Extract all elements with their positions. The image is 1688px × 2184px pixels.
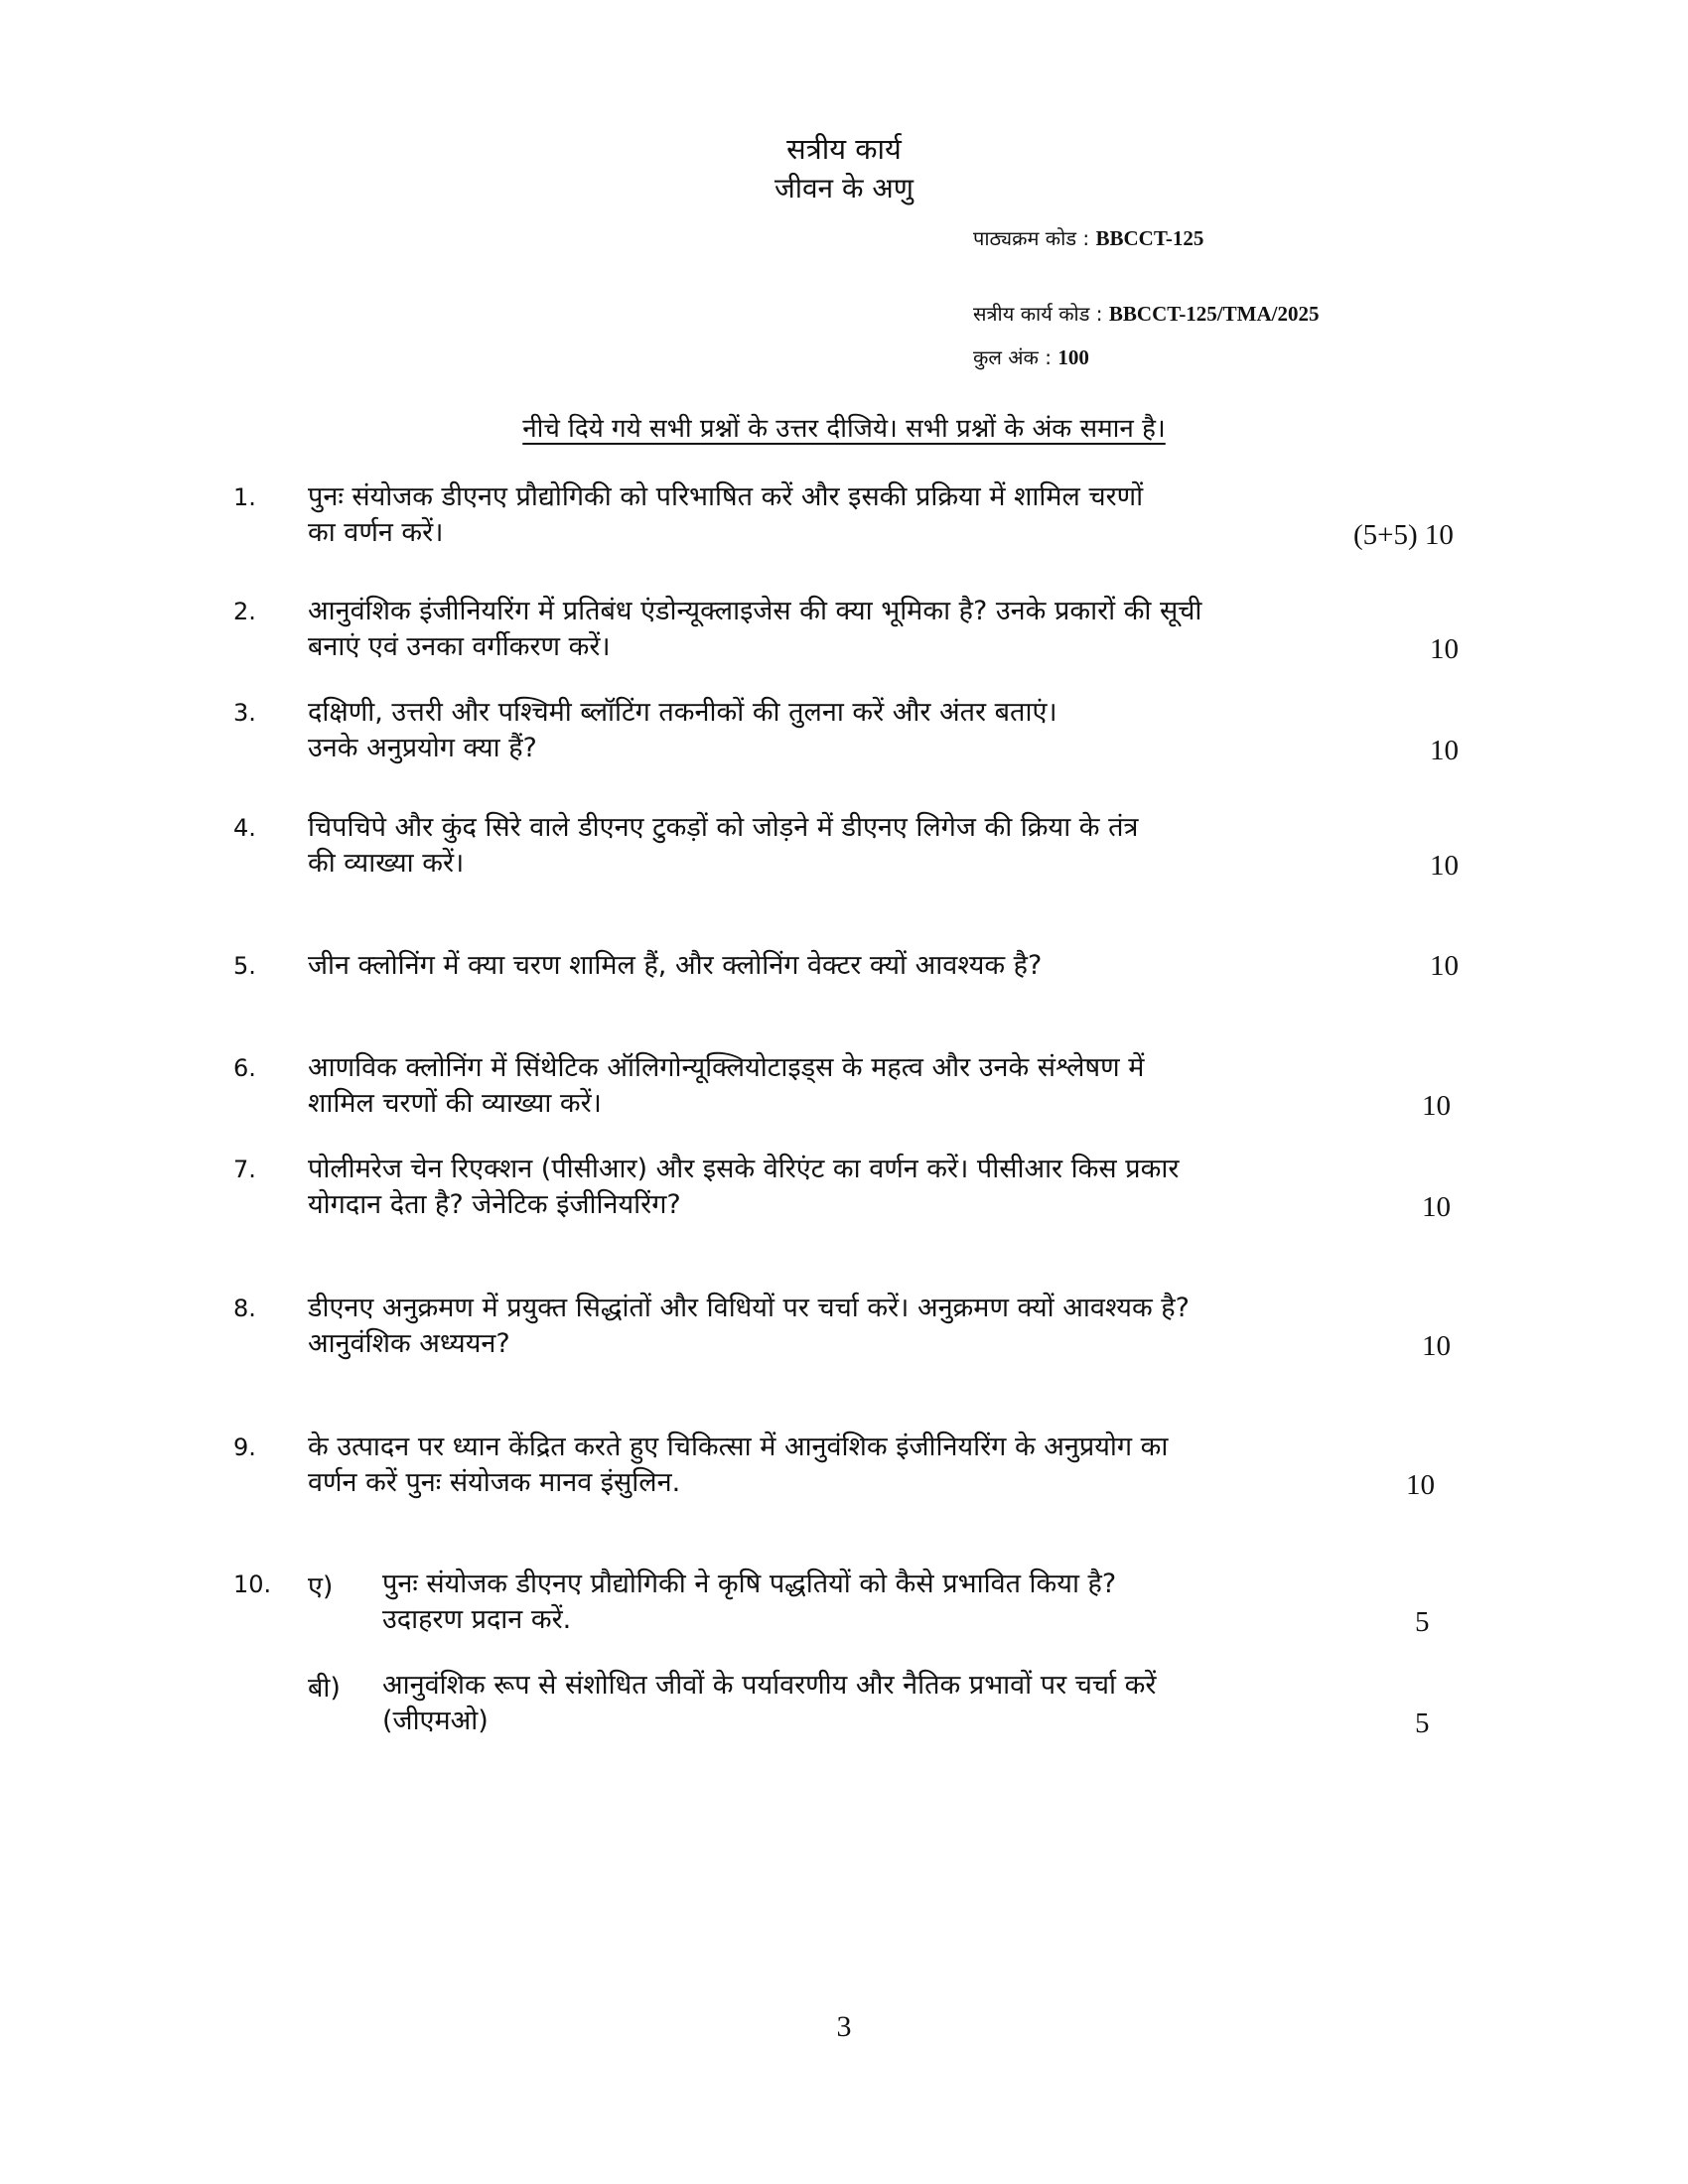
question-marks: 10 [1422, 1090, 1451, 1122]
question-line: की व्याख्या करें। [308, 848, 465, 879]
question-marks: 10 [1422, 1191, 1451, 1223]
question-text [308, 948, 1380, 984]
subquestion-text [382, 1668, 1375, 1739]
question-line: के उत्पादन पर ध्यान केंद्रित करते हुए चिकित्सा में आनुवंशिक इंजीनियरिंग के अनुप्रयोग का [308, 1432, 1169, 1462]
question-number: 9. [233, 1433, 256, 1461]
question-number: 8. [233, 1295, 256, 1322]
question-marks: 10 [1406, 1469, 1435, 1501]
question-marks: 10 [1430, 633, 1459, 665]
question-line: आनुवंशिक इंजीनियरिंग में प्रतिबंध एंडोन्यूक्लाइजेस की क्या भूमिका है? उनके प्रकारों की सूची [308, 596, 1202, 626]
subquestion-line: पुनः संयोजक डीएनए प्रौद्योगिकी ने कृषि पद्धतियों को कैसे प्रभावित किया है? [382, 1569, 1117, 1599]
question-number: 4. [233, 814, 256, 842]
subquestion-marks: 5 [1415, 1606, 1430, 1638]
page-number: 3 [836, 2010, 852, 2043]
subquestion-line: आनुवंशिक रूप से संशोधित जीवों के पर्यावरणीय और नैतिक प्रभावों पर चर्चा करें [382, 1670, 1157, 1701]
assignment-code [973, 300, 1319, 327]
question-line: शामिल चरणों की व्याख्या करें। [308, 1088, 602, 1119]
question-line: योगदान देता है? जेनेटिक इंजीनियरिंग? [308, 1189, 681, 1220]
question-text [308, 810, 1380, 882]
question-number: 7. [233, 1156, 256, 1183]
question-number: 5. [233, 952, 256, 980]
course-code-label: पाठ्यक्रम कोड : [973, 226, 1090, 250]
question-line: चिपचिपे और कुंद सिरे वाले डीएनए टुकड़ों को जोड़ने में डीएनए लिगेज की क्रिया के तंत्र [308, 812, 1139, 843]
subquestion-marks: 5 [1415, 1707, 1430, 1739]
question-line: आणविक क्लोनिंग में सिंथेटिक ऑलिगोन्यूक्लियोटाइड्स के महत्व और उनके संश्लेषण में [308, 1052, 1145, 1083]
question-number: 3. [233, 699, 256, 727]
question-text [308, 594, 1380, 665]
subquestion-line: उदाहरण प्रदान करें. [382, 1604, 572, 1635]
course-code [973, 224, 1203, 251]
total-marks-value: 100 [1057, 345, 1089, 369]
question-marks: 10 [1422, 1330, 1451, 1362]
question-line: आनुवंशिक अध्ययन? [308, 1328, 510, 1359]
subquestion-label: बी) [308, 1673, 341, 1704]
assignment-code-label: सत्रीय कार्य कोड : [973, 302, 1103, 326]
total-marks [973, 343, 1089, 370]
question-number: 10. [233, 1570, 272, 1598]
assignment-code-value: BBCCT-125/TMA/2025 [1108, 302, 1320, 326]
question-text [308, 1152, 1380, 1223]
question-text [308, 479, 1380, 551]
question-marks: 10 [1430, 735, 1459, 766]
question-line: का वर्णन करें। [308, 517, 444, 548]
question-number: 1. [233, 483, 256, 511]
total-marks-label: कुल अंक : [973, 345, 1053, 369]
question-line: डीएनए अनुक्रमण में प्रयुक्त सिद्धांतों और विधियों पर चर्चा करें। अनुक्रमण क्यों आवश्यक है? [308, 1293, 1190, 1323]
question-text [308, 695, 1380, 766]
question-line: वर्णन करें पुनः संयोजक मानव इंसुलिन. [308, 1467, 681, 1498]
question-marks: 10 [1430, 950, 1459, 982]
question-line: पुनः संयोजक डीएनए प्रौद्योगिकी को परिभाषित करें और इसकी प्रक्रिया में शामिल चरणों [308, 481, 1144, 512]
question-text [308, 1050, 1380, 1122]
page-title: सत्रीय कार्य [786, 132, 902, 166]
question-line: जीन क्लोनिंग में क्या चरण शामिल हैं, और क्लोनिंग वेक्टर क्यों आवश्यक है? [308, 950, 1043, 981]
course-code-value: BBCCT-125 [1095, 226, 1204, 250]
question-number: 6. [233, 1054, 256, 1082]
question-line: उनके अनुप्रयोग क्या हैं? [308, 733, 537, 763]
question-text [308, 1430, 1380, 1501]
page-subtitle: जीवन के अणु [774, 172, 914, 205]
subquestion-line: (जीएमओ) [382, 1706, 489, 1736]
subquestion-text [382, 1567, 1375, 1638]
question-number: 2. [233, 598, 256, 625]
question-marks: (5+5) 10 [1353, 519, 1454, 551]
question-line: बनाएं एवं उनका वर्गीकरण करें। [308, 631, 611, 662]
question-marks: 10 [1430, 850, 1459, 882]
subquestion-label: ए) [308, 1571, 334, 1602]
question-line: दक्षिणी, उत्तरी और पश्चिमी ब्लॉटिंग तकनीकों की तुलना करें और अंतर बताएं। [308, 697, 1057, 728]
question-line: पोलीमरेज चेन रिएक्शन (पीसीआर) और इसके वेरिएंट का वर्णन करें। पीसीआर किस प्रकार [308, 1154, 1180, 1184]
instruction-text: नीचे दिये गये सभी प्रश्नों के उत्तर दीजिये। सभी प्रश्नों के अंक समान है। [522, 414, 1166, 444]
question-text [308, 1291, 1380, 1362]
